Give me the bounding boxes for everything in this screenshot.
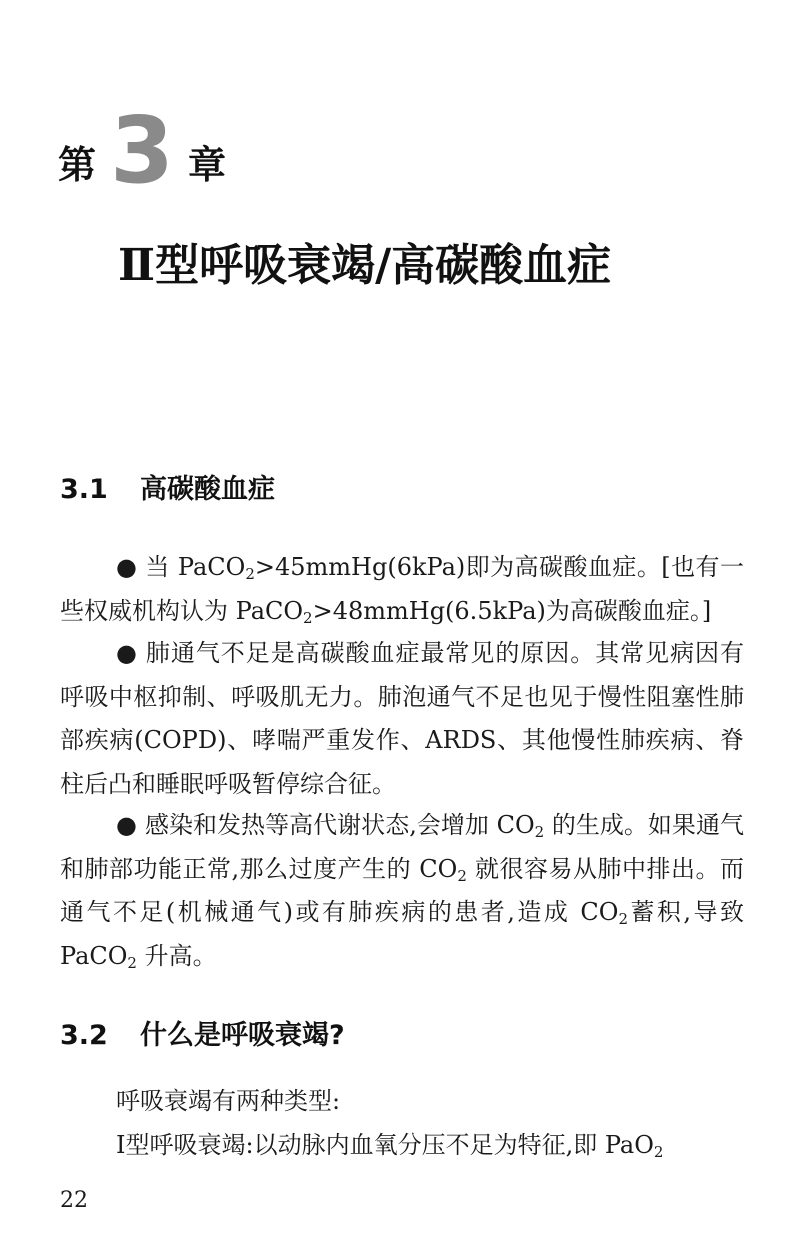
section-heading-3-2 <box>60 1016 345 1056</box>
bullet-paragraph: ● 肺通气不足是高碳酸血症最常见的原因。其常见病因有呼吸中枢抑制、呼吸肌无力。肺泡通气不足也见于慢性阻塞性肺部疾病(COPD)、哮喘严重发作、ARDS、其他慢性肺疾病、脊柱后凸和睡眠呼吸暂停综合征。 <box>60 639 744 798</box>
section-title: 高碳酸血症 <box>140 474 275 505</box>
section-number: 3.2 <box>60 1020 108 1051</box>
chapter-title: Ⅱ型呼吸衰竭/高碳酸血症 <box>118 240 612 291</box>
paragraph: 呼吸衰竭有两种类型: <box>116 1087 341 1115</box>
bullet-icon: ● <box>116 639 138 667</box>
paragraph: Ⅰ型呼吸衰竭:以动脉内血氧分压不足为特征,即 PaO$_2$ <box>116 1131 664 1161</box>
chapter-prefix: 第 <box>58 143 97 188</box>
section-title: 什么是呼吸衰竭? <box>140 1020 345 1051</box>
bullet-icon: ● <box>116 553 138 581</box>
bullet-icon: ● <box>116 811 137 839</box>
bullet-paragraph: ● 当 PaCO$_2$>45mmHg(6kPa)即为高碳酸血症。[也有一些权威机构认为 PaCO$_2$>48mmHg(6.5kPa)为高碳酸血症。] <box>60 553 744 627</box>
chapter-suffix: 章 <box>188 143 227 188</box>
section-number: 3.1 <box>60 474 108 505</box>
section-heading-3-1 <box>60 470 275 510</box>
page-number: 22 <box>60 1188 88 1213</box>
bullet-paragraph: ● 感染和发热等高代谢状态,会增加 $CO_2$ 的生成。如果通气和肺部功能正常,那么过度产生的 $CO_2$ 就很容易从肺中排出。而通气不足(机械通气)或有肺疾病的患者,造成 $CO_2$蓄积,导致 PaCO$_2$ 升高。 <box>60 811 744 972</box>
chapter-heading <box>58 97 227 204</box>
chapter-number: 3 <box>110 97 175 204</box>
